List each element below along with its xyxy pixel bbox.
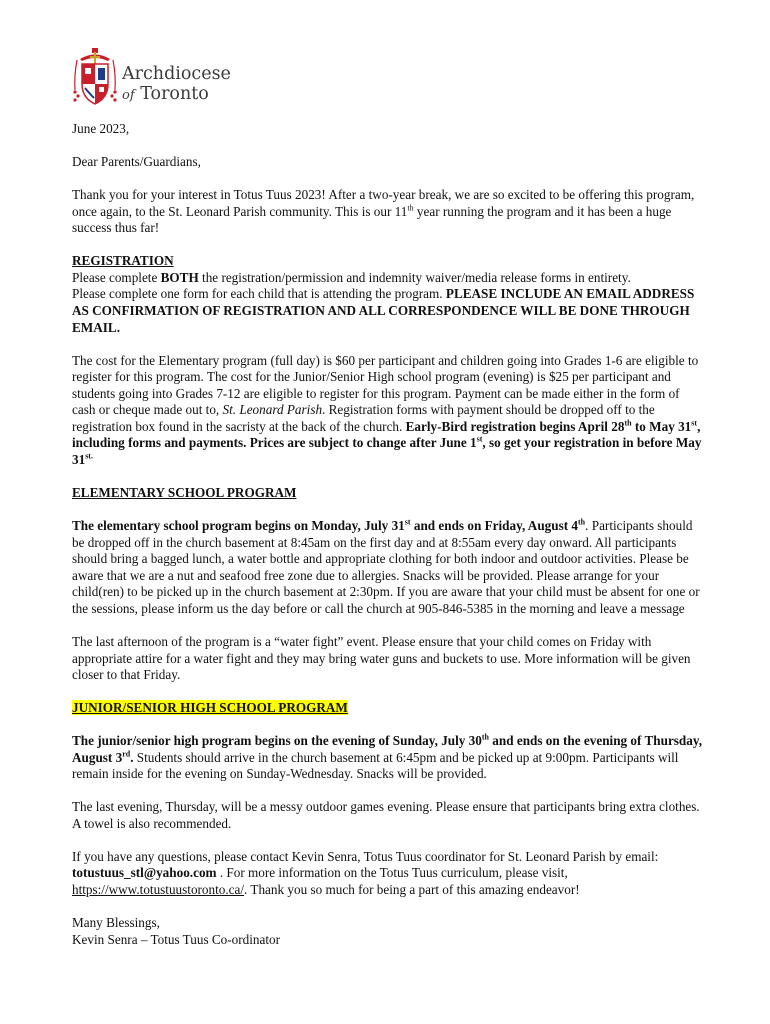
letter-body [72, 121, 702, 948]
logo-of: of [122, 88, 135, 103]
elementary-paragraph: The elementary school program begins on Monday, July 31st and ends on Friday, August 4th. Participants should be dropped off in the church basement at 8:45am on the first day and at 8:55am every day onward. All participants should bring a bagged lunch, a water bottle and appropriate clothing for both indoor and outdoor activities. Please be aware that we are a nut and seafood free zone due to allergies. Snacks will be provided. Please arrange for your child(ren) to be picked up in the church basement at 2:30pm. If you are aware that your child must be absent for one or the sessions, please inform us the day before or call the church at 905-846-5385 in the morning and leave a message [72, 517, 700, 616]
registration-section [72, 253, 702, 469]
curriculum-link[interactable]: https://www.totustuustoronto.ca/ [72, 882, 245, 898]
junior-paragraph: The junior/senior high program begins on the evening of Sunday, July 30th and ends on the evening of Thursday, August 3rd. Students should arrive in the church basement at 6:45pm and be picked up at 9:00pm. Participants will remain inside for the evening on Sunday-Wednesday. Snacks will be provided. [72, 732, 703, 782]
salutation: Dear Parents/Guardians, [72, 153, 201, 169]
contact-email[interactable]: totustuus_stl@yahoo.com [72, 865, 217, 881]
intro-paragraph: Thank you for your interest in Totus Tuus 2023! After a two-year break, we are so excited to be offering this program, once again, to the St. Leonard Parish community. This is our 11th year running the program and it has been a huge success thus far! [72, 186, 695, 236]
logo-line-1: Archdiocese [122, 64, 231, 84]
coat-of-arms-icon [72, 46, 118, 112]
logo-line-2: Toronto [140, 84, 209, 104]
junior-heading-highlight: JUNIOR/SENIOR HIGH SCHOOL PROGRAM [72, 700, 348, 716]
logo-text [122, 64, 231, 106]
archdiocese-logo [72, 46, 242, 112]
elementary-heading: ELEMENTARY SCHOOL PROGRAM [72, 485, 297, 501]
registration-line-2: Please complete one form for each child that is attending the program. PLEASE INCLUDE AN EMAIL ADDRESS AS CONFIRMATION OF REGISTRATION AND ALL CORRESPONDENCE WILL BE DONE THROUGH EMAIL. [72, 286, 695, 335]
water-fight-paragraph: The last afternoon of the program is a “water fight” event. Please ensure that your child comes on Friday with appropriate attire for a water fight and they may bring water guns and buckets to use. More information will be given closer to that Friday. [72, 633, 691, 683]
cost-paragraph: The cost for the Elementary program (full day) is $60 per participant and children going into Grades 1-6 are eligible to register for this program. The cost for the Junior/Senior High school program (evening) is $25 per participant and students going into Grades 7-12 are eligible to register for this program. Payment can be made either in the form of cash or cheque made out to, St. Leonard Parish. Registration forms with payment should be dropped off to the registration box found in the sacristy at the back of the church. Early-Bird registration begins April 28th to May 31st, including forms and payments. Prices are subject to change after June 1st, so get your registration in before May $31^{st.}$ [72, 352, 702, 468]
closing: Many Blessings, [72, 915, 160, 931]
signature: Kevin Senra – Totus Tuus Co-ordinator [72, 931, 281, 947]
registration-heading: REGISTRATION [72, 253, 174, 269]
letter-date: June 2023, [72, 121, 130, 136]
junior-heading [72, 700, 702, 717]
registration-line-1: Please complete BOTH the registration/permission and indemnity waiver/media release forms in entirety. [72, 269, 631, 285]
contact-paragraph: If you have any questions, please contact Kevin Senra, Totus Tuus coordinator for St. Leonard Parish by email: totustuus_stl@yahoo.com . For more information on the Totus Tuus curriculum, please visit, https://www.totustuustoronto.ca/. Thank you so much for being a part of this amazing endeavor! [72, 848, 659, 898]
last-evening-paragraph: The last evening, Thursday, will be a messy outdoor games evening. Please ensure that participants bring extra clothes. A towel is also recommended. [72, 799, 700, 831]
